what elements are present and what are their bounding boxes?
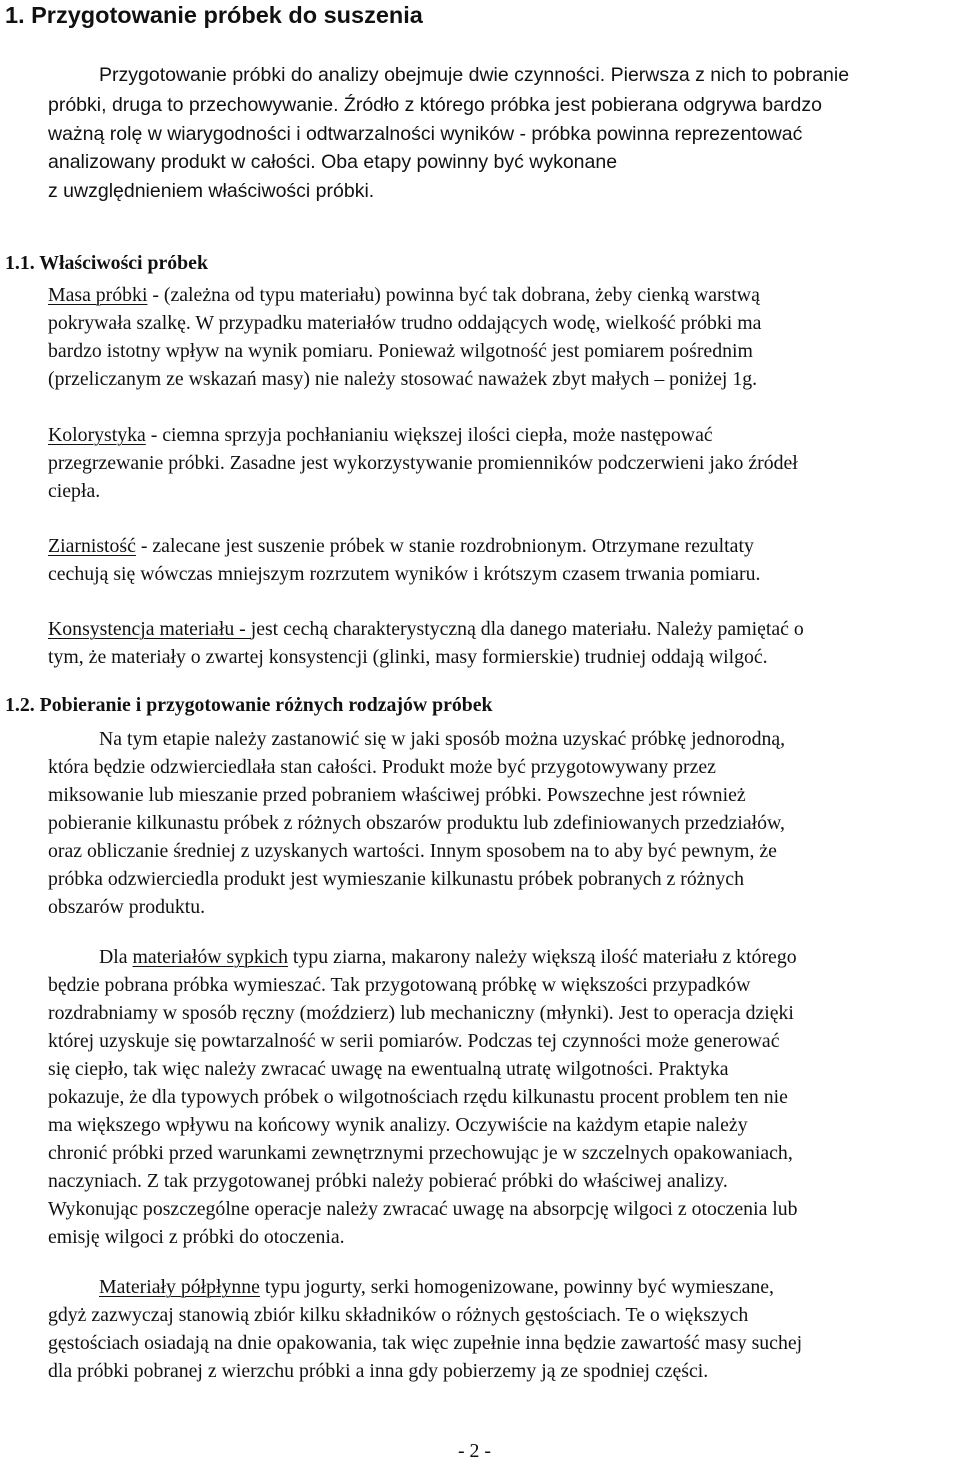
masa-text: - (zależna od typu materiału) powinna być tak dobrana, żeby cienką warstwą bbox=[147, 284, 760, 306]
para2-line: emisję wilgoci z próbki do otoczenia. bbox=[48, 1226, 345, 1248]
page-number: - 2 - bbox=[458, 1440, 491, 1462]
para2-line: której uzyskuje się powtarzalność w serii pomiarów. Podczas tej czynności może generować bbox=[48, 1030, 780, 1052]
masa-line bbox=[48, 284, 760, 307]
kolorystyka-line: ciepła. bbox=[48, 480, 101, 502]
ziarnistosc-line: cechują się wówczas mniejszym rozrzutem wyników i krótszym czasem trwania pomiaru. bbox=[48, 563, 761, 585]
para2-line: będzie pobrana próbka wymieszać. Tak przygotowaną próbkę w większości przypadków bbox=[48, 974, 751, 996]
intro-line: z uwzględnieniem właściwości próbki. bbox=[48, 180, 375, 202]
para2-line: chronić próbki przed warunkami zewnętrznymi przechowując je w szczelnych opakowaniach, bbox=[48, 1142, 793, 1164]
para2-line: się ciepło, tak więc należy zwracać uwagę na ewentualną utratę wilgotności. Praktyka bbox=[48, 1058, 729, 1080]
para1-line: miksowanie lub mieszanie przed pobraniem właściwej próbki. Powszechne jest również bbox=[48, 784, 746, 806]
intro-line: ważną rolę w wiarygodności i odtwarzalności wyników - próbka powinna reprezentować bbox=[48, 123, 803, 145]
para3-line: gdyż zazwyczaj stanowią zbiór kilku składników o różnych gęstościach. Te o większych bbox=[48, 1304, 749, 1326]
konsystencja-text: jest cechą charakterystyczną dla danego materiału. Należy pamiętać o bbox=[250, 618, 804, 640]
para3-line bbox=[99, 1276, 774, 1299]
masa-line: (przeliczanym ze wskazań masy) nie należy stosować naważek zbyt małych – poniżej 1g. bbox=[48, 368, 758, 390]
masa-line: pokrywała szalkę. W przypadku materiałów trudno oddających wodę, wielkość próbki ma bbox=[48, 312, 762, 334]
polplynne-term: Materiały półpłynne bbox=[99, 1276, 260, 1298]
kolorystyka-text: - ciemna sprzyja pochłanianiu większej ilości ciepła, może następować bbox=[145, 424, 713, 446]
konsystencja-line: tym, że materiały o zwartej konsystencji (glinki, masy formierskie) trudniej oddają wilgoć. bbox=[48, 646, 768, 668]
para1-line: próbka odzwierciedla produkt jest wymieszanie kilkunastu próbek pobranych z różnych bbox=[48, 868, 744, 890]
section-heading-1-1: 1.1. Właściwości próbek bbox=[5, 252, 208, 274]
para1-line: Na tym etapie należy zastanowić się w jaki sposób można uzyskać próbkę jednorodną, bbox=[99, 728, 786, 750]
kolorystyka-line bbox=[48, 424, 713, 447]
para2-line: ma większego wpływu na końcowy wynik analizy. Oczywiście na każdym etapie należy bbox=[48, 1114, 748, 1136]
kolorystyka-term: Kolorystyka bbox=[48, 424, 146, 446]
intro-line: Przygotowanie próbki do analizy obejmuje dwie czynności. Pierwsza z nich to pobranie bbox=[99, 64, 850, 86]
para2-line bbox=[99, 946, 797, 969]
para2-prefix: Dla bbox=[99, 946, 133, 968]
para3-line: gęstościach osiadają na dnie opakowania, tak więc zupełnie inna będzie zawartość masy suchej bbox=[48, 1332, 803, 1354]
ziarnistosc-line bbox=[48, 535, 754, 558]
kolorystyka-line: przegrzewanie próbki. Zasadne jest wykorzystywanie promienników podczerwieni jako źródeł bbox=[48, 452, 798, 474]
ziarnistosc-text: - zalecane jest suszenie próbek w stanie rozdrobnionym. Otrzymane rezultaty bbox=[135, 535, 754, 557]
para2-text: typu ziarna, makarony należy większą ilość materiału z którego bbox=[287, 946, 797, 968]
para1-line: obszarów produktu. bbox=[48, 896, 206, 918]
sypkie-term: materiałów sypkich bbox=[132, 946, 288, 968]
para3-text: typu jogurty, serki homogenizowane, powinny być wymieszane, bbox=[259, 1276, 774, 1298]
page-title: 1. Przygotowanie próbek do suszenia bbox=[5, 2, 423, 28]
masa-term: Masa próbki bbox=[48, 284, 148, 306]
para1-line: oraz obliczanie średniej z uzyskanych wartości. Innym sposobem na to aby być pewnym, że bbox=[48, 840, 777, 862]
para2-line: naczyniach. Z tak przygotowanej próbki należy pobierać próbki do właściwej analizy. bbox=[48, 1170, 728, 1192]
para2-line: rozdrabniamy w sposób ręczny (moździerz) lub mechaniczny (młynki). Jest to operacja dzięki bbox=[48, 1002, 794, 1024]
para2-line: Wykonując poszczególne operacje należy zwracać uwagę na absorpcję wilgoci z otoczenia lub bbox=[48, 1198, 798, 1220]
para1-line: pobieranie kilkunastu próbek z różnych obszarów produktu lub zdefiniowanych przedziałów, bbox=[48, 812, 785, 834]
intro-line: próbki, druga to przechowywanie. Źródło z którego próbka jest pobierana odgrywa bardzo bbox=[48, 94, 822, 116]
para1-line: która będzie odzwierciedlała stan całości. Produkt może być przygotowywany przez bbox=[48, 756, 716, 778]
ziarnistosc-term: Ziarnistość bbox=[48, 535, 136, 557]
intro-line: analizowany produkt w całości. Oba etapy powinny być wykonane bbox=[48, 151, 618, 173]
para3-line: dla próbki pobranej z wierzchu próbki a inna gdy pobierzemy ją ze spodniej części. bbox=[48, 1360, 709, 1382]
section-heading-1-2: 1.2. Pobieranie i przygotowanie różnych rodzajów próbek bbox=[5, 694, 493, 716]
konsystencja-term: Konsystencja materiału - bbox=[48, 618, 251, 640]
para2-line: pokazuje, że dla typowych próbek o wilgotnościach rzędu kilkunastu procent problem ten nie bbox=[48, 1086, 788, 1108]
konsystencja-line bbox=[48, 618, 804, 641]
masa-line: bardzo istotny wpływ na wynik pomiaru. Ponieważ wilgotność jest pomiarem pośrednim bbox=[48, 340, 753, 362]
